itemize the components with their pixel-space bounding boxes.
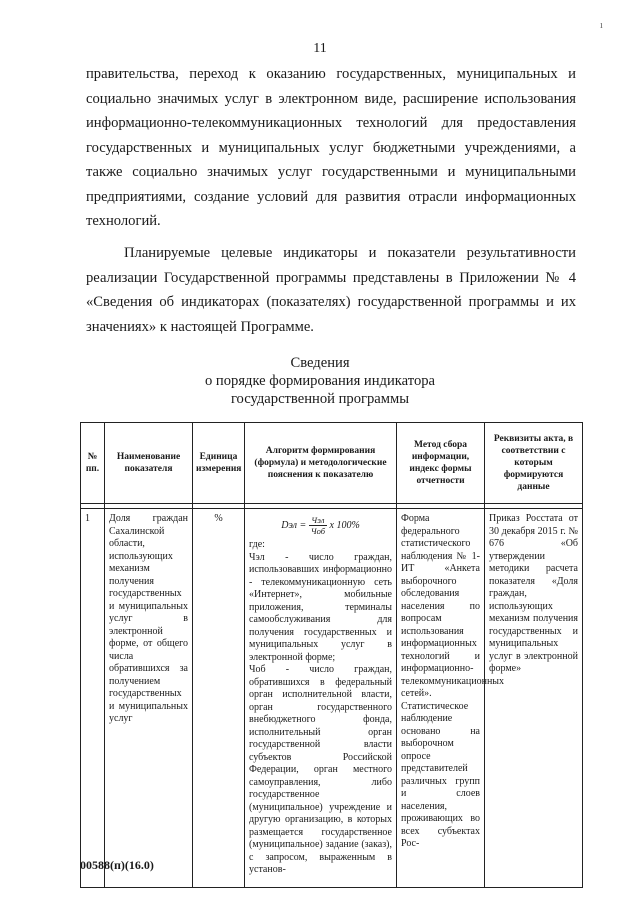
cell-name: Доля граждан Сахалинской области, использующих механизм получения государственных и муниципальных услуг в электронной форме, от общего числа обратившихся за получением государственных и муниципальных услуг <box>105 509 193 888</box>
cell-num: 1 <box>81 509 105 888</box>
header-unit: Единица измерения <box>193 423 245 504</box>
header-name: Наименование показателя <box>105 423 193 504</box>
formula <box>249 515 392 536</box>
alg-definition-1: Чэл - число граждан, использовавших информационно - телекоммуникационную сеть «Интернет», мобильные приложения, терминалы самообслуживания для получения государственных и муниципальных услуг в электронной форме; <box>249 551 392 663</box>
cell-act: Приказ Росстата от 30 декабря 2015 г. № 676 «Об утверждении методики расчета показателя «Доля граждан, использующих механизм получения государственных и муниципальных услуг в электронной форме» <box>485 509 583 888</box>
heading-line-2: о порядке формирования индикатора <box>204 373 436 389</box>
indicator-table <box>80 422 583 888</box>
table-row <box>81 509 583 888</box>
paragraph-2: Планируемые целевые индикаторы и показатели результативности реализации Государственной программы представлены в Приложении № 4 «Сведения об индикаторах (показателях) государственной программы и их значениях» к настоящей Программе. <box>86 245 576 335</box>
header-num: № пп. <box>81 423 105 504</box>
formula-lhs: Dэл = <box>281 519 307 531</box>
footer-code: 00588(п)(16.0) <box>80 858 154 872</box>
formula-numerator: Чэл <box>309 515 327 526</box>
page-number: 11 <box>313 41 327 56</box>
table-heading <box>0 354 640 408</box>
paragraph-1: правительства, переход к оказанию государственных, муниципальных и социально значимых услуг в электронном виде, расширение использования информационно-телекоммуникационных технологий для предоставления государственных и муниципальных услуг бюджетными учреждениями, а также социально значимых услуг государственными и муниципальными предприятиями, создание условий для развития отрасли информационных технологий. <box>86 66 576 229</box>
formula-fraction <box>309 515 327 536</box>
cell-method: Форма федерального статистического наблюдения № 1-ИТ «Анкета выборочного обследования населения по вопросам использования информационных технологий и информационно-телекоммуникационных сетей». Статистическое наблюдение основано на выборочном опросе представителей различных групп и слоев населения, проживающих во всех субъектах Рос- <box>397 509 485 888</box>
formula-rhs: x 100% <box>329 519 360 531</box>
heading-line-3: государственной программы <box>230 391 410 407</box>
header-act: Реквизиты акта, в соответствии с которым формируются данные <box>485 423 583 504</box>
heading-line-1: Сведения <box>290 355 350 371</box>
header-method: Метод сбора информации, индекс формы отчетности <box>397 423 485 504</box>
table-header-row <box>81 423 583 504</box>
cell-unit: % <box>193 509 245 888</box>
header-algorithm: Алгоритм формирования (формула) и методологические пояснения к показателю <box>245 423 397 504</box>
alg-definition-2: Чоб - число граждан, обратившихся в федеральный орган исполнительной власти, орган государственного внебюджетного фонда, исполнительный орган государственной власти субъектов Российской Федерации, орган местного самоуправления, либо государственное (муниципальное) учреждение и другую организацию, в которых размещается государственное (муниципальное) задание (заказ), с запросом, выраженным в установ- <box>249 664 392 875</box>
formula-denominator: Чоб <box>310 526 325 536</box>
cell-algorithm <box>245 509 397 888</box>
corner-mark: ı <box>600 20 603 31</box>
alg-where: где: <box>249 539 265 550</box>
